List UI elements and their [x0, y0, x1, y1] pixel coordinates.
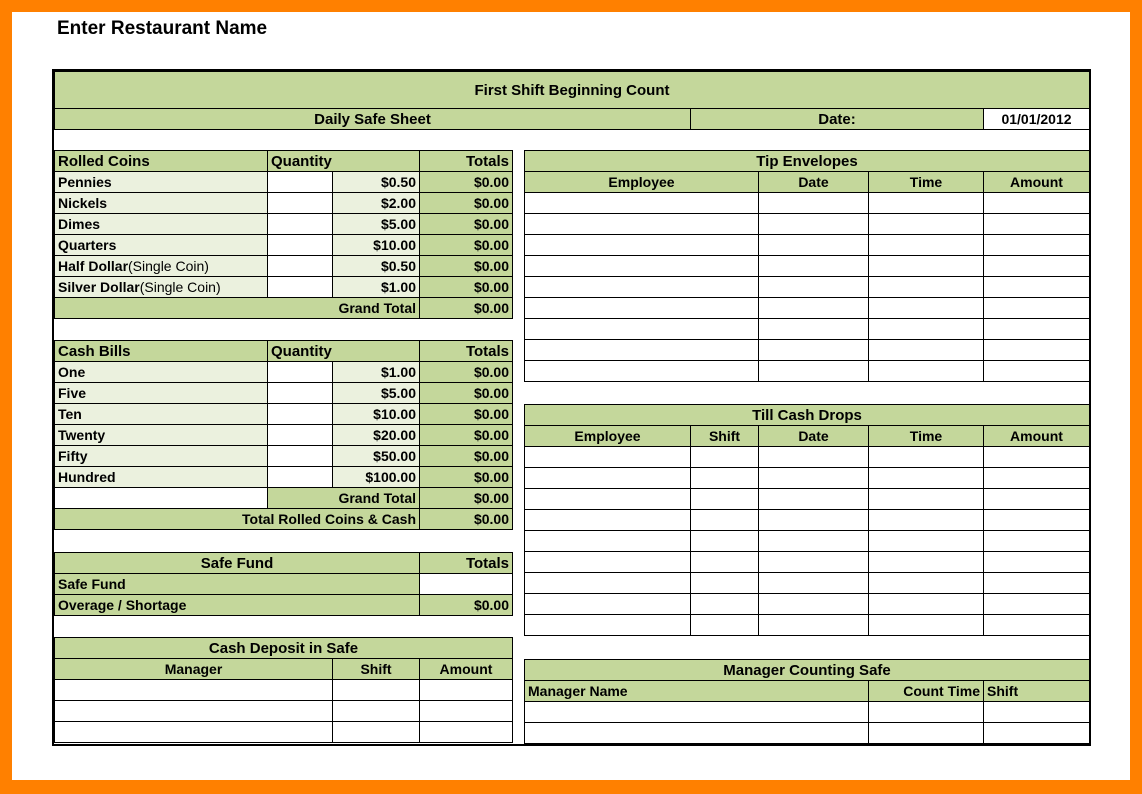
- till-cash-drop-input[interactable]: [868, 551, 984, 573]
- combined-total-value: [419, 508, 513, 530]
- coin-label: [54, 192, 268, 214]
- coin-total-text: $0.00: [473, 237, 509, 253]
- bill-quantity-input[interactable]: [267, 424, 333, 446]
- tip-envelopes-col-header-text: Date: [798, 174, 829, 190]
- bill-total: [419, 466, 513, 488]
- cash-deposit-input[interactable]: [332, 721, 420, 743]
- coin-total-text: $0.00: [473, 279, 509, 295]
- overage-value: [419, 594, 513, 616]
- bill-total: [419, 361, 513, 383]
- till-cash-drop-input[interactable]: [524, 509, 691, 531]
- till-cash-drops-col-header-text: Date: [798, 428, 829, 444]
- coin-total-text: $0.00: [473, 258, 509, 274]
- till-cash-drop-input[interactable]: [758, 551, 869, 573]
- cash-deposit-input[interactable]: [54, 700, 333, 722]
- manager-counting-safe-input[interactable]: [524, 722, 869, 744]
- bill-label: [54, 382, 268, 404]
- cash-deposit-input[interactable]: [419, 700, 513, 722]
- bill-label-text: Five: [58, 385, 87, 401]
- till-cash-drop-input[interactable]: [983, 446, 1090, 468]
- rolled-coins-totals-header-text: Totals: [465, 152, 509, 170]
- safe-fund-input[interactable]: [419, 573, 513, 595]
- manager-counting-safe-col-header: [868, 680, 984, 702]
- manager-counting-safe-input[interactable]: [524, 701, 869, 723]
- overage-label: [54, 594, 420, 616]
- tip-envelopes-col-header: [524, 171, 759, 193]
- bill-total: [419, 445, 513, 467]
- cash-bills-quantity-header-text: Quantity: [271, 342, 332, 360]
- page: [12, 12, 1130, 780]
- till-cash-drop-input[interactable]: [524, 530, 691, 552]
- coin-value-text: $10.00: [373, 237, 416, 253]
- tip-envelope-input[interactable]: [983, 360, 1090, 382]
- safe-sheet: [52, 69, 1091, 746]
- till-cash-drop-input[interactable]: [524, 614, 691, 636]
- coin-label: [54, 255, 268, 277]
- bill-quantity-input[interactable]: [267, 403, 333, 425]
- bill-quantity-input[interactable]: [267, 361, 333, 383]
- till-cash-drop-input[interactable]: [524, 467, 691, 489]
- tip-envelopes-col-header-text: Time: [909, 174, 943, 190]
- till-cash-drop-input[interactable]: [758, 614, 869, 636]
- tip-envelope-input[interactable]: [524, 276, 759, 298]
- till-cash-drop-input[interactable]: [983, 488, 1090, 510]
- coin-total: [419, 192, 513, 214]
- coin-label-text: Quarters: [58, 237, 117, 253]
- coin-total: [419, 255, 513, 277]
- bill-quantity-input[interactable]: [267, 445, 333, 467]
- till-cash-drop-input[interactable]: [868, 509, 984, 531]
- cash-bills-title: [54, 340, 268, 362]
- till-cash-drops-col-header-text: Time: [909, 428, 943, 444]
- manager-counting-safe-title-text: Manager Counting Safe: [723, 661, 891, 679]
- tip-envelope-input[interactable]: [868, 255, 984, 277]
- tip-envelope-input[interactable]: [758, 213, 869, 235]
- bill-value: [332, 403, 420, 425]
- coin-total: [419, 276, 513, 298]
- tip-envelopes-col-header-text: Employee: [608, 174, 675, 190]
- coin-value: [332, 192, 420, 214]
- tip-envelope-input[interactable]: [758, 360, 869, 382]
- bill-total-text: $0.00: [473, 448, 509, 464]
- coin-value: [332, 171, 420, 193]
- till-cash-drop-input[interactable]: [983, 551, 1090, 573]
- tip-envelope-input[interactable]: [983, 318, 1090, 340]
- bill-value: [332, 445, 420, 467]
- safe-fund-totals-header: [419, 552, 513, 574]
- till-cash-drop-input[interactable]: [983, 572, 1090, 594]
- manager-counting-safe-input[interactable]: [868, 722, 984, 744]
- tip-envelopes-title-text: Tip Envelopes: [756, 152, 858, 170]
- tip-envelope-input[interactable]: [868, 339, 984, 361]
- bill-value: [332, 466, 420, 488]
- safe-fund-label-text: Safe Fund: [58, 576, 126, 592]
- tip-envelope-input[interactable]: [868, 360, 984, 382]
- till-cash-drop-input[interactable]: [758, 446, 869, 468]
- till-cash-drop-input[interactable]: [524, 572, 691, 594]
- bill-value-text: $20.00: [373, 427, 416, 443]
- till-cash-drops-col-header: [868, 425, 984, 447]
- tip-envelope-input[interactable]: [983, 192, 1090, 214]
- bill-total-text: $0.00: [473, 427, 509, 443]
- tip-envelope-input[interactable]: [758, 234, 869, 256]
- till-cash-drop-input[interactable]: [983, 509, 1090, 531]
- bills-grand-total-label: [267, 487, 420, 509]
- cash-deposit-col-header-text: Amount: [439, 661, 493, 677]
- till-cash-drops-col-header: [524, 425, 691, 447]
- till-cash-drop-input[interactable]: [690, 530, 759, 552]
- tip-envelope-input[interactable]: [983, 297, 1090, 319]
- till-cash-drops-col-header-text: Employee: [574, 428, 641, 444]
- bills-grand-total-value: [419, 487, 513, 509]
- tip-envelopes-col-header: [758, 171, 869, 193]
- coin-label-text: Nickels: [58, 195, 108, 211]
- tip-envelopes-col-header: [983, 171, 1090, 193]
- tip-envelope-input[interactable]: [868, 318, 984, 340]
- till-cash-drop-input[interactable]: [868, 446, 984, 468]
- cash-deposit-input[interactable]: [419, 679, 513, 701]
- till-cash-drop-input[interactable]: [690, 593, 759, 615]
- manager-counting-safe-col-header: [524, 680, 869, 702]
- tip-envelope-input[interactable]: [758, 255, 869, 277]
- tip-envelope-input[interactable]: [524, 318, 759, 340]
- bill-label: [54, 445, 268, 467]
- till-cash-drops-title: [524, 404, 1090, 426]
- manager-counting-safe-input[interactable]: [868, 701, 984, 723]
- tip-envelope-input[interactable]: [524, 213, 759, 235]
- coin-value: [332, 276, 420, 298]
- coin-label-text: Dimes: [58, 216, 101, 232]
- till-cash-drop-input[interactable]: [758, 467, 869, 489]
- combined-total-value-text: $0.00: [473, 511, 509, 527]
- bill-label-text: Ten: [58, 406, 82, 422]
- bill-value: [332, 361, 420, 383]
- tip-envelope-input[interactable]: [524, 297, 759, 319]
- bill-label: [54, 424, 268, 446]
- till-cash-drop-input[interactable]: [983, 593, 1090, 615]
- coin-total: [419, 234, 513, 256]
- tip-envelope-input[interactable]: [758, 276, 869, 298]
- coins-grand-total-label: [54, 297, 420, 319]
- till-cash-drop-input[interactable]: [868, 572, 984, 594]
- bills-grand-total-label-text: Grand Total: [338, 490, 416, 506]
- date-field[interactable]: [983, 108, 1090, 130]
- tip-envelope-input[interactable]: [524, 192, 759, 214]
- coin-value-text: $5.00: [380, 216, 416, 232]
- coin-total-text: $0.00: [473, 174, 509, 190]
- coin-label: [54, 234, 268, 256]
- tip-envelope-input[interactable]: [524, 255, 759, 277]
- safe-fund-totals-header-text: Totals: [465, 554, 509, 572]
- manager-counting-safe-col-header-text: Manager Name: [528, 683, 628, 699]
- till-cash-drop-input[interactable]: [690, 509, 759, 531]
- combined-total-label: [54, 508, 420, 530]
- rolled-coins-totals-header: [419, 150, 513, 172]
- cash-deposit-col-header: [419, 658, 513, 680]
- cash-deposit-input[interactable]: [419, 721, 513, 743]
- till-cash-drop-input[interactable]: [983, 614, 1090, 636]
- tip-envelope-input[interactable]: [868, 297, 984, 319]
- coin-label: [54, 276, 268, 298]
- coin-label-text: Half Dollar: [58, 258, 129, 274]
- manager-counting-safe-title: [524, 659, 1090, 681]
- till-cash-drop-input[interactable]: [524, 488, 691, 510]
- till-cash-drop-input[interactable]: [868, 488, 984, 510]
- bill-value-text: $100.00: [365, 469, 416, 485]
- tip-envelope-input[interactable]: [868, 276, 984, 298]
- bill-total-text: $0.00: [473, 364, 509, 380]
- tip-envelope-input[interactable]: [758, 318, 869, 340]
- coin-quantity-input[interactable]: [267, 234, 333, 256]
- till-cash-drop-input[interactable]: [690, 551, 759, 573]
- till-cash-drops-col-header: [690, 425, 759, 447]
- till-cash-drops-col-header: [983, 425, 1090, 447]
- coin-label-text: Silver Dollar: [58, 279, 140, 295]
- bill-total-text: $0.00: [473, 385, 509, 401]
- coin-value: [332, 213, 420, 235]
- manager-counting-safe-input[interactable]: [983, 701, 1090, 723]
- coin-quantity-input[interactable]: [267, 192, 333, 214]
- overage-label-text: Overage / Shortage: [58, 597, 187, 613]
- tip-envelope-input[interactable]: [868, 192, 984, 214]
- safe-fund-title-text: Safe Fund: [200, 554, 274, 572]
- coin-quantity-input[interactable]: [267, 171, 333, 193]
- date-label: [690, 108, 984, 130]
- coin-label: [54, 213, 268, 235]
- till-cash-drop-input[interactable]: [524, 446, 691, 468]
- cash-bills-title-text: Cash Bills: [58, 342, 131, 360]
- safe-fund-title: [54, 552, 420, 574]
- bill-total: [419, 424, 513, 446]
- tip-envelope-input[interactable]: [524, 360, 759, 382]
- coins-grand-total-value: [419, 297, 513, 319]
- bill-label: [54, 361, 268, 383]
- coin-label: [54, 171, 268, 193]
- coin-value-text: $0.50: [380, 174, 416, 190]
- till-cash-drop-input[interactable]: [983, 530, 1090, 552]
- tip-envelope-input[interactable]: [758, 192, 869, 214]
- cash-deposit-col-header: [54, 658, 333, 680]
- rolled-coins-title: [54, 150, 268, 172]
- till-cash-drop-input[interactable]: [983, 467, 1090, 489]
- coin-total-text: $0.00: [473, 216, 509, 232]
- bill-label-text: One: [58, 364, 86, 380]
- bill-total: [419, 403, 513, 425]
- tip-envelope-input[interactable]: [983, 276, 1090, 298]
- restaurant-name[interactable]: Enter Restaurant Name: [57, 18, 268, 39]
- bill-value-text: $50.00: [373, 448, 416, 464]
- manager-counting-safe-col-header-text: Count Time: [903, 683, 980, 699]
- coin-total-text: $0.00: [473, 195, 509, 211]
- tip-envelope-input[interactable]: [983, 213, 1090, 235]
- bill-total-text: $0.00: [473, 406, 509, 422]
- tip-envelope-input[interactable]: [524, 339, 759, 361]
- coin-value-text: $2.00: [380, 195, 416, 211]
- till-cash-drops-title-text: Till Cash Drops: [752, 406, 862, 424]
- till-cash-drop-input[interactable]: [868, 467, 984, 489]
- tip-envelope-input[interactable]: [758, 339, 869, 361]
- cash-deposit-input[interactable]: [54, 721, 333, 743]
- tip-envelope-input[interactable]: [983, 255, 1090, 277]
- bill-total-text: $0.00: [473, 469, 509, 485]
- cash-bills-totals-header: [419, 340, 513, 362]
- coin-label-note: (Single Coin): [128, 258, 209, 274]
- bill-value: [332, 424, 420, 446]
- till-cash-drop-input[interactable]: [868, 593, 984, 615]
- coin-value: [332, 234, 420, 256]
- sheet-subtitle-text: Daily Safe Sheet: [314, 110, 431, 128]
- till-cash-drop-input[interactable]: [524, 593, 691, 615]
- coins-grand-total-value-text: $0.00: [473, 300, 509, 316]
- manager-counting-safe-col-header-text: Shift: [987, 683, 1019, 699]
- till-cash-drop-input[interactable]: [690, 614, 759, 636]
- coin-quantity-input[interactable]: [267, 276, 333, 298]
- rolled-coins-quantity-header: [267, 150, 420, 172]
- tip-envelope-input[interactable]: [983, 234, 1090, 256]
- till-cash-drop-input[interactable]: [690, 572, 759, 594]
- coin-value: [332, 255, 420, 277]
- manager-counting-safe-input[interactable]: [983, 722, 1090, 744]
- cash-deposit-col-header-text: Shift: [360, 661, 392, 677]
- overage-value-text: $0.00: [473, 597, 509, 613]
- coin-quantity-input[interactable]: [267, 213, 333, 235]
- coin-label-note: (Single Coin): [139, 279, 221, 295]
- till-cash-drop-input[interactable]: [524, 551, 691, 573]
- coins-grand-total-label-text: Grand Total: [338, 300, 416, 316]
- tip-envelope-input[interactable]: [868, 213, 984, 235]
- cash-deposit-title-text: Cash Deposit in Safe: [208, 639, 359, 657]
- till-cash-drops-col-header: [758, 425, 869, 447]
- till-cash-drop-input[interactable]: [868, 530, 984, 552]
- bill-value-text: $1.00: [380, 364, 416, 380]
- till-cash-drops-col-header-text: Amount: [1010, 428, 1063, 444]
- sheet-banner: [54, 71, 1090, 109]
- bill-total: [419, 382, 513, 404]
- till-cash-drop-input[interactable]: [758, 530, 869, 552]
- bill-quantity-input[interactable]: [267, 466, 333, 488]
- till-cash-drop-input[interactable]: [690, 467, 759, 489]
- coin-quantity-input[interactable]: [267, 255, 333, 277]
- tip-envelopes-col-header-text: Amount: [1010, 174, 1063, 190]
- tip-envelope-input[interactable]: [983, 339, 1090, 361]
- bill-quantity-input[interactable]: [267, 382, 333, 404]
- cash-deposit-col-header-text: Manager: [164, 661, 223, 677]
- till-cash-drop-input[interactable]: [690, 446, 759, 468]
- till-cash-drop-input[interactable]: [868, 614, 984, 636]
- manager-counting-safe-col-header: [983, 680, 1090, 702]
- cash-deposit-input[interactable]: [332, 700, 420, 722]
- bill-label: [54, 466, 268, 488]
- coin-value-text: $0.50: [380, 258, 416, 274]
- cash-deposit-input[interactable]: [332, 679, 420, 701]
- till-cash-drops-col-header-text: Shift: [708, 428, 741, 444]
- bill-value: [332, 382, 420, 404]
- bill-value-text: $10.00: [373, 406, 416, 422]
- bills-grand-total-value-text: $0.00: [473, 490, 509, 506]
- coin-total: [419, 171, 513, 193]
- tip-envelope-input[interactable]: [758, 297, 869, 319]
- till-cash-drop-input[interactable]: [758, 593, 869, 615]
- date-label-text: Date:: [818, 110, 856, 128]
- cash-bills-totals-header-text: Totals: [465, 342, 509, 360]
- bills-spacer: [54, 487, 268, 509]
- cash-deposit-col-header: [332, 658, 420, 680]
- sheet-subtitle: [54, 108, 691, 130]
- cash-bills-quantity-header: [267, 340, 420, 362]
- till-cash-drop-input[interactable]: [758, 488, 869, 510]
- rolled-coins-quantity-header-text: Quantity: [271, 152, 332, 170]
- bill-label: [54, 403, 268, 425]
- bill-value-text: $5.00: [380, 385, 416, 401]
- coin-total: [419, 213, 513, 235]
- bill-label-text: Twenty: [58, 427, 106, 443]
- rolled-coins-title-text: Rolled Coins: [58, 152, 150, 170]
- date-field-text: 01/01/2012: [1001, 111, 1072, 127]
- bill-label-text: Hundred: [58, 469, 116, 485]
- cash-deposit-input[interactable]: [54, 679, 333, 701]
- till-cash-drop-input[interactable]: [758, 572, 869, 594]
- bill-label-text: Fifty: [58, 448, 88, 464]
- cash-deposit-title: [54, 637, 513, 659]
- tip-envelopes-col-header: [868, 171, 984, 193]
- coin-label-text: Pennies: [58, 174, 112, 190]
- combined-total-label-text: Total Rolled Coins & Cash: [242, 511, 416, 527]
- coin-value-text: $1.00: [380, 279, 416, 295]
- till-cash-drop-input[interactable]: [758, 509, 869, 531]
- tip-envelope-input[interactable]: [868, 234, 984, 256]
- till-cash-drop-input[interactable]: [690, 488, 759, 510]
- tip-envelopes-title: [524, 150, 1090, 172]
- tip-envelope-input[interactable]: [524, 234, 759, 256]
- sheet-banner-text: First Shift Beginning Count: [474, 81, 670, 99]
- safe-fund-label: [54, 573, 420, 595]
